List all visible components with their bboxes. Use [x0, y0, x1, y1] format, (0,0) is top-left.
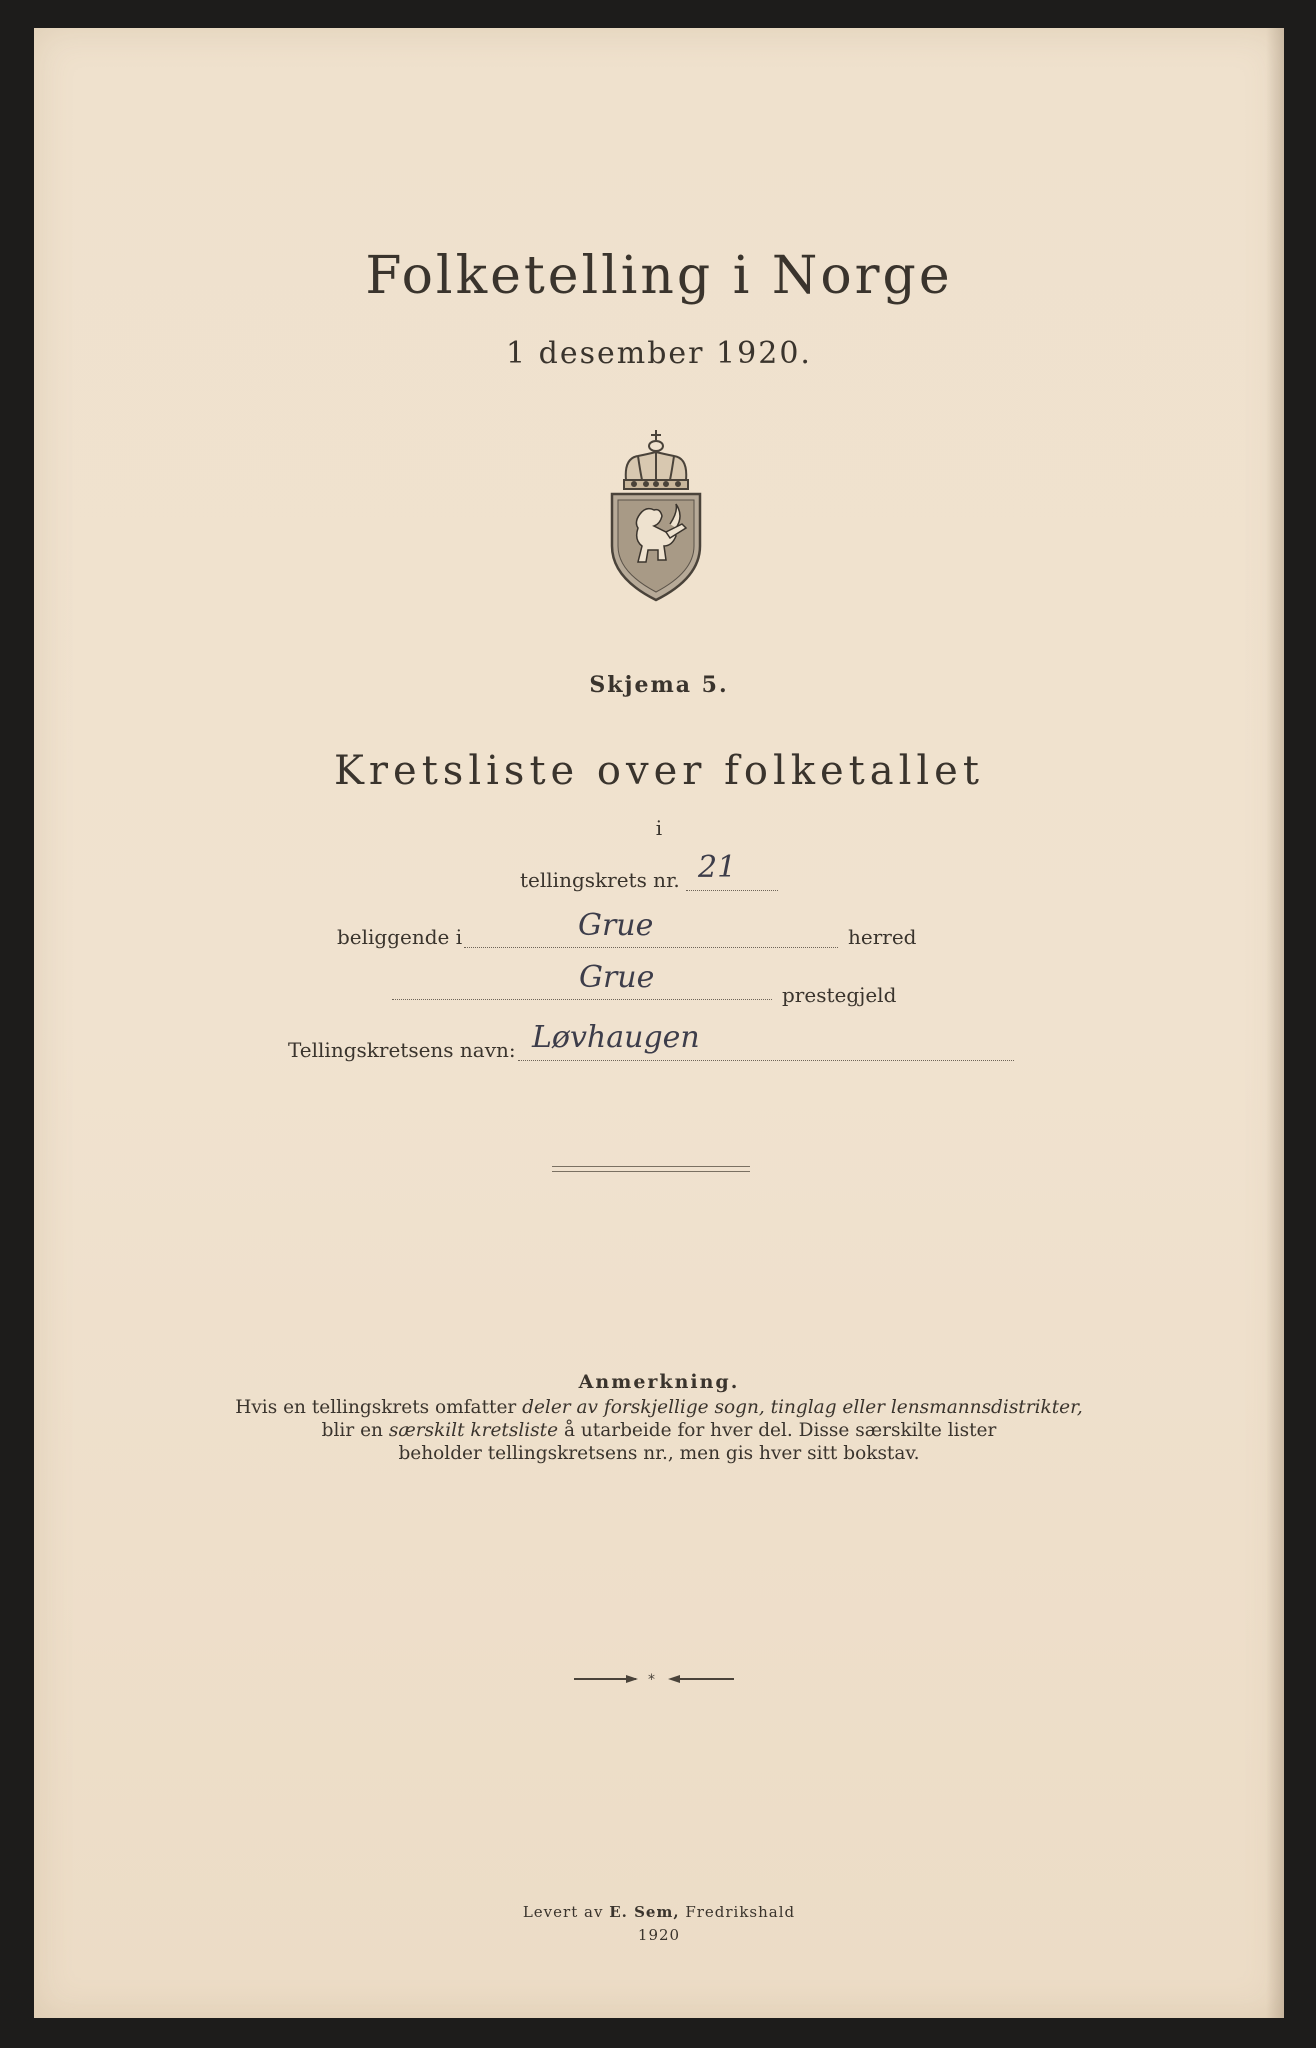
- herred-label-post: herred: [848, 925, 917, 949]
- note-line-2-text-end: å utarbeide for hver del. Disse særskilte lister: [558, 1420, 997, 1441]
- document-title: Folketelling i Norge: [365, 246, 953, 306]
- krets-value: 21: [698, 850, 737, 885]
- note-line-1-text: Hvis en tellingskrets omfatter: [235, 1397, 523, 1418]
- note-line-2-text: blir en: [321, 1420, 389, 1441]
- double-rule-divider: [552, 1166, 750, 1172]
- prestegjeld-dotted-line: [392, 999, 772, 1000]
- navn-label: Tellingskretsens navn:: [288, 1038, 516, 1062]
- herred-dotted-line: [464, 947, 838, 948]
- prestegjeld-value: Grue: [579, 960, 655, 995]
- printer-line: [34, 1903, 1284, 1921]
- navn-value: Løvhaugen: [532, 1020, 700, 1055]
- note-heading: Anmerkning.: [578, 1371, 740, 1393]
- ornament-divider-icon: [574, 1672, 734, 1686]
- schema-number: Skjema 5.: [589, 672, 729, 698]
- printer-name: E. Sem,: [609, 1903, 680, 1921]
- note-line-1: [184, 1396, 1134, 1419]
- krets-dotted-line: [686, 890, 778, 891]
- note-line-1-emphasis: deler av forskjellige sogn, tinglag eller lensmannsdistrikter,: [522, 1397, 1083, 1418]
- norwegian-coat-of-arms-icon: [604, 428, 708, 603]
- printer-year: 1920: [637, 1926, 681, 1944]
- printer-place: Fredrikshald: [679, 1903, 796, 1921]
- note-line-2-emphasis: særskilt kretsliste: [388, 1420, 559, 1441]
- note-body: [184, 1396, 1134, 1465]
- prestegjeld-label: prestegjeld: [782, 983, 897, 1007]
- krets-label: tellingskrets nr.: [520, 868, 680, 892]
- herred-label-pre: beliggende i: [337, 925, 463, 949]
- svg-text:*: *: [648, 1672, 655, 1686]
- note-line-2: [184, 1419, 1134, 1442]
- printer-prefix: Levert av: [522, 1903, 610, 1921]
- herred-value: Grue: [578, 908, 654, 943]
- page-edge-shadow: [1266, 28, 1284, 2018]
- document-date: 1 desember 1920.: [506, 336, 812, 371]
- note-line-3: beholder tellingskretsens nr., men gis hver sitt bokstav.: [398, 1443, 920, 1464]
- list-title: Kretsliste over folketallet: [334, 748, 984, 794]
- list-title-connector: i: [655, 816, 663, 840]
- document-page: [34, 28, 1284, 2018]
- navn-dotted-line: [518, 1060, 1014, 1061]
